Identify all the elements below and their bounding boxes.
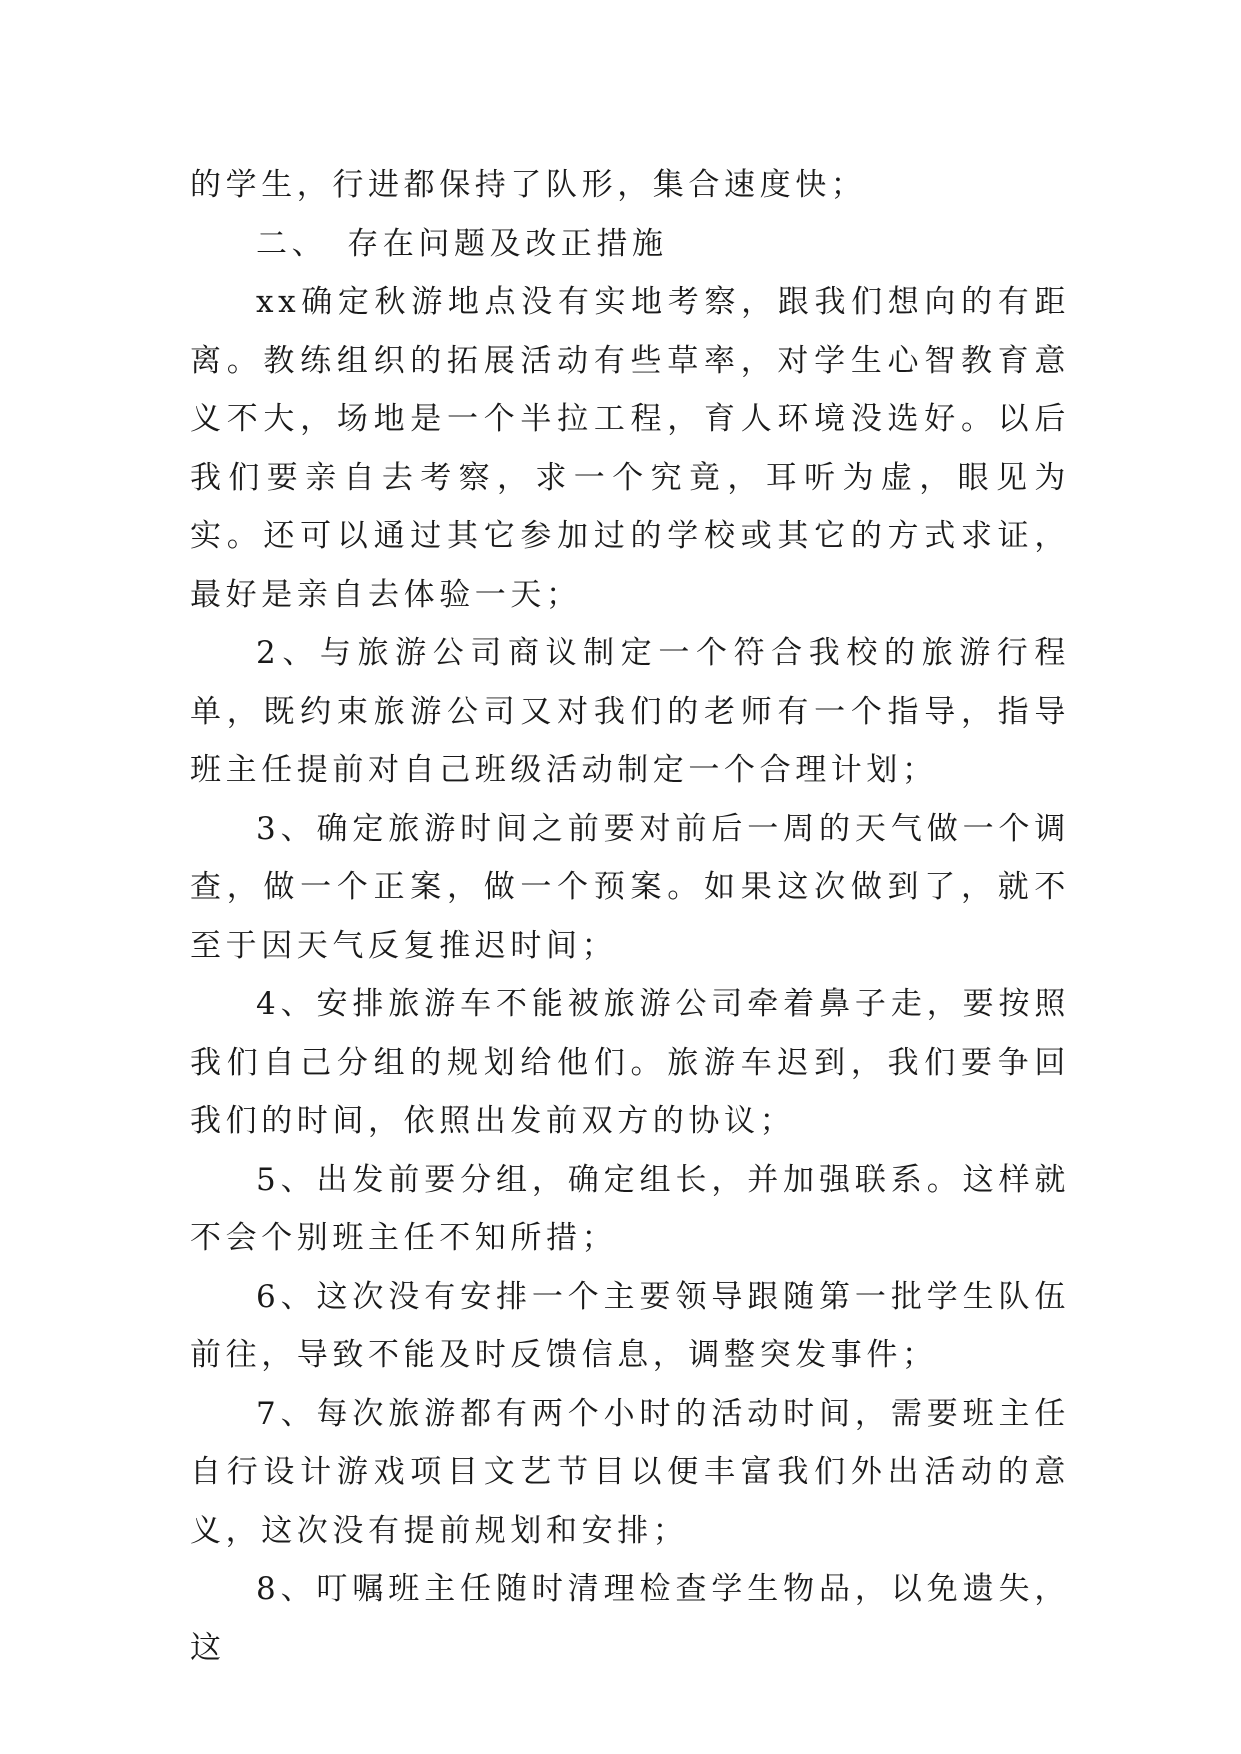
paragraph-item-5: 5、出发前要分组，确定组长，并加强联系。这样就不会个别班主任不知所措； — [190, 1161, 1070, 1256]
section-title: 存在问题及改正措施 — [347, 225, 668, 262]
paragraph-continuation: 的学生，行进都保持了队形，集合速度快； — [190, 167, 867, 203]
paragraph-item-8: 8、叮嘱班主任随时清理检查学生物品，以免遗失，这 — [190, 1571, 1070, 1666]
paragraph-item-6: 6、这次没有安排一个主要领导跟随第一批学生队伍前往，导致不能及时反馈信息，调整突发事件； — [190, 1278, 1070, 1373]
paragraph-item-1: xx确定秋游地点没有实地考察，跟我们想向的有距离。教练组织的拓展活动有些草率，对学生心智教育意义不大，场地是一个半拉工程，育人环境没选好。以后我们要亲自去考察，求一个究竟，耳听为虚，眼见为实。还可以通过其它参加过的学校或其它的方式求证，最好是亲自去体验一天； — [190, 284, 1070, 613]
document-page — [190, 156, 1070, 1677]
paragraph-item-4: 4、安排旅游车不能被旅游公司牵着鼻子走，要按照我们自己分组的规划给他们。旅游车迟到，我们要争回我们的时间，依照出发前双方的协议； — [190, 986, 1070, 1139]
paragraph-item-2: 2、与旅游公司商议制定一个符合我校的旅游行程单，既约束旅游公司又对我们的老师有一个指导，指导班主任提前对自己班级活动制定一个合理计划； — [190, 635, 1070, 788]
section-heading — [190, 215, 1070, 274]
section-number: 二、 — [256, 225, 328, 262]
paragraph-item-3: 3、确定旅游时间之前要对前后一周的天气做一个调查，做一个正案，做一个预案。如果这次做到了，就不至于因天气反复推迟时间； — [190, 810, 1070, 964]
paragraph-item-7: 7、每次旅游都有两个小时的活动时间，需要班主任自行设计游戏项目文艺节目以便丰富我们外出活动的意义，这次没有提前规划和安排； — [190, 1395, 1070, 1549]
